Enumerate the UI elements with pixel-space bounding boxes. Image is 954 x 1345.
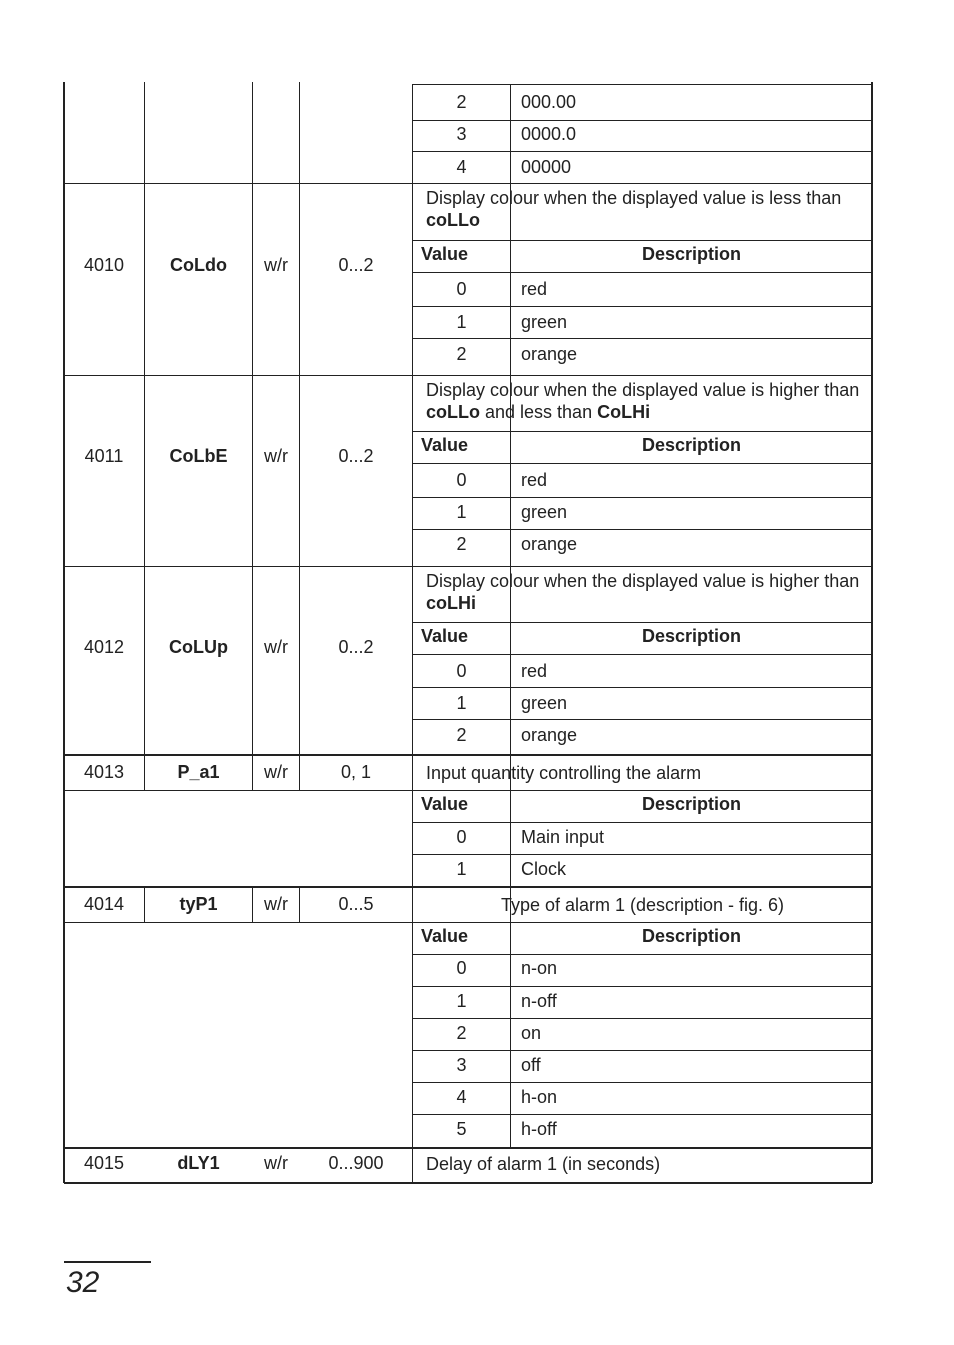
grid-line [412,687,872,688]
register-description: Type of alarm 1 (description - fig. 6) [500,895,785,915]
cont-description: 000.00 [521,92,577,112]
register-range: 0...2 [338,446,374,466]
register-range: 0...2 [338,255,374,275]
option-description: green [521,693,568,713]
grid-line [412,84,872,85]
grid-line [412,1114,872,1115]
option-value: 1 [456,991,467,1011]
option-value: 0 [456,827,467,847]
register-access: w/r [264,1153,288,1173]
option-value: 1 [456,312,467,332]
grid-line [412,1018,872,1019]
grid-line [64,375,872,376]
description-header: Description [641,926,742,946]
option-value: 0 [456,958,467,978]
register-access: w/r [264,762,288,782]
option-description: Main input [521,827,605,847]
grid-line [64,183,872,184]
option-description: h-on [521,1087,558,1107]
option-description: green [521,502,568,522]
value-header: Value [421,926,469,946]
grid-line [412,954,872,955]
grid-line [64,1147,872,1149]
option-description: orange [521,534,578,554]
register-name: CoLUp [169,637,228,657]
option-description: orange [521,725,578,745]
option-description: orange [521,344,578,364]
cont-value: 3 [456,124,467,144]
option-value: 1 [456,693,467,713]
grid-line [63,82,65,1183]
grid-line [412,497,872,498]
option-value: 1 [456,502,467,522]
register-description: Delay of alarm 1 (in seconds) [426,1154,661,1174]
option-value: 3 [456,1055,467,1075]
option-description: red [521,279,548,299]
register-address: 4013 [83,762,125,782]
cont-value: 4 [456,157,467,177]
option-value: 0 [456,470,467,490]
page-number: 32 [66,1266,100,1299]
grid-line [412,463,872,464]
register-access: w/r [264,446,288,466]
option-description: off [521,1055,541,1075]
cont-description: 0000.0 [521,124,577,144]
grid-line [64,886,872,888]
description-header: Description [641,626,742,646]
register-address: 4010 [83,255,125,275]
option-description: green [521,312,568,332]
cont-description: 00000 [521,157,572,177]
option-value: 1 [456,859,467,879]
grid-line [412,654,872,655]
option-value: 0 [456,661,467,681]
register-address: 4012 [83,637,125,657]
grid-line [64,922,872,923]
register-access: w/r [264,894,288,914]
grid-line [412,431,872,432]
option-description: n-on [521,958,558,978]
option-value: 2 [456,344,467,364]
register-range: 0...900 [328,1153,384,1173]
register-description: Input quantity controlling the alarm [426,763,702,783]
grid-line [412,272,872,273]
register-access: w/r [264,255,288,275]
grid-line [412,622,872,623]
grid-line [412,854,872,855]
grid-line [64,790,872,791]
grid-line [412,986,872,987]
option-value: 4 [456,1087,467,1107]
register-name: CoLdo [170,255,227,275]
register-description: Display colour when the displayed value is less than coLLo [426,188,842,230]
register-description: Display colour when the displayed value is higher than coLLo and less than CoLHi [426,380,860,422]
register-description: Display colour when the displayed value is higher than coLHi [426,571,860,613]
grid-line [412,719,872,720]
grid-line [412,120,872,121]
grid-line [412,529,872,530]
value-header: Value [421,794,469,814]
grid-line [64,566,872,567]
grid-line [412,306,872,307]
description-header: Description [641,244,742,264]
register-range: 0...5 [338,894,374,914]
register-address: 4015 [83,1153,125,1173]
option-description: h-off [521,1119,557,1139]
page-number-rule [64,1261,151,1263]
grid-line [412,1050,872,1051]
register-access: w/r [264,637,288,657]
grid-line [64,1182,872,1184]
register-name: tyP1 [179,894,218,914]
grid-line [412,1082,872,1083]
option-description: red [521,661,548,681]
option-value: 2 [456,534,467,554]
value-header: Value [421,244,469,264]
option-value: 2 [456,1023,467,1043]
option-description: Clock [521,859,567,879]
description-header: Description [641,794,742,814]
register-name: P_a1 [177,762,220,782]
option-description: on [521,1023,542,1043]
description-header: Description [641,435,742,455]
register-range: 0, 1 [340,762,372,782]
grid-line [412,338,872,339]
value-header: Value [421,435,469,455]
register-name: dLY1 [177,1153,220,1173]
cont-value: 2 [456,92,467,112]
option-description: n-off [521,991,557,1011]
option-value: 0 [456,279,467,299]
grid-line [64,754,872,756]
register-range: 0...2 [338,637,374,657]
value-header: Value [421,626,469,646]
grid-line [412,151,872,152]
grid-line [412,822,872,823]
option-value: 5 [456,1119,467,1139]
register-address: 4011 [84,446,124,466]
register-name: CoLbE [169,446,228,466]
register-address: 4014 [83,894,125,914]
grid-line [412,240,872,241]
option-description: red [521,470,548,490]
option-value: 2 [456,725,467,745]
